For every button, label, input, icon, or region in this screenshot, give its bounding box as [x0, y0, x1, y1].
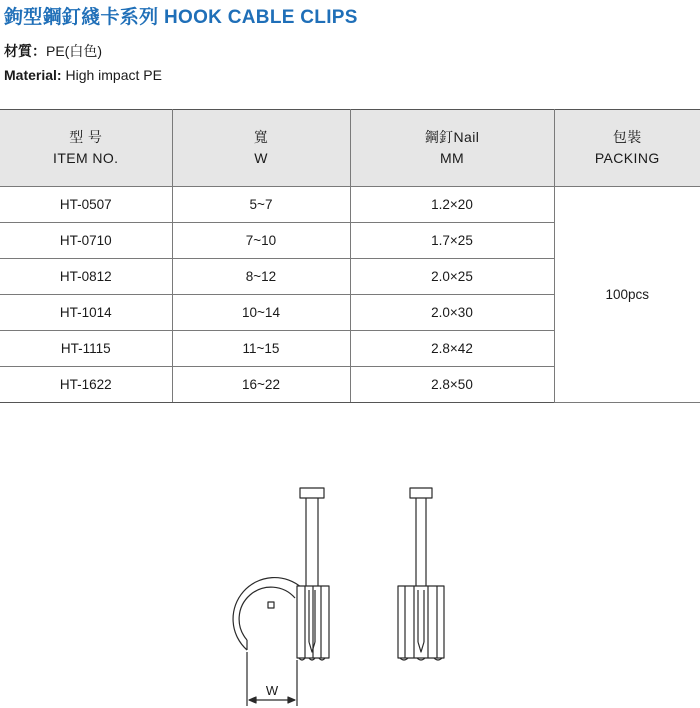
cell-nail: 2.0×30 — [350, 295, 554, 331]
cell-nail: 1.2×20 — [350, 187, 554, 223]
cell-nail: 2.8×50 — [350, 367, 554, 403]
cell-item: HT-0812 — [0, 259, 172, 295]
cell-width: 11~15 — [172, 331, 350, 367]
cell-item: HT-0710 — [0, 223, 172, 259]
cell-width: 10~14 — [172, 295, 350, 331]
cell-width: 7~10 — [172, 223, 350, 259]
material-en — [4, 67, 162, 83]
dimension-label: W — [265, 683, 279, 698]
cell-item: HT-0507 — [0, 187, 172, 223]
table-header-row — [0, 110, 700, 187]
header-item-no: 型 号 ITEM NO. — [0, 110, 172, 187]
clip-technical-drawing — [0, 470, 700, 708]
page-title: 鉤型鋼釘綫卡系列 HOOK CABLE CLIPS — [4, 7, 358, 28]
spec-table — [0, 109, 700, 403]
material-cn — [4, 41, 102, 61]
header-width: 寬 W — [172, 110, 350, 187]
cell-item: HT-1014 — [0, 295, 172, 331]
clip-front-view — [398, 488, 444, 660]
material-en-value: High impact PE — [61, 67, 162, 83]
clip-side-view — [233, 488, 329, 660]
header-packing: 包裝 PACKING — [554, 110, 700, 187]
table-row — [0, 187, 700, 223]
cell-nail: 2.0×25 — [350, 259, 554, 295]
cell-item: HT-1622 — [0, 367, 172, 403]
cell-packing: 100pcs — [554, 187, 700, 403]
cell-nail: 1.7×25 — [350, 223, 554, 259]
material-cn-label: 材質： — [4, 43, 46, 59]
header-nail: 鋼釘Nail MM — [350, 110, 554, 187]
cell-width: 8~12 — [172, 259, 350, 295]
cell-width: 5~7 — [172, 187, 350, 223]
cell-width: 16~22 — [172, 367, 350, 403]
cell-nail: 2.8×42 — [350, 331, 554, 367]
material-en-label: Material: — [4, 67, 62, 83]
material-cn-value: PE(白色) — [46, 43, 102, 59]
cell-item: HT-1115 — [0, 331, 172, 367]
